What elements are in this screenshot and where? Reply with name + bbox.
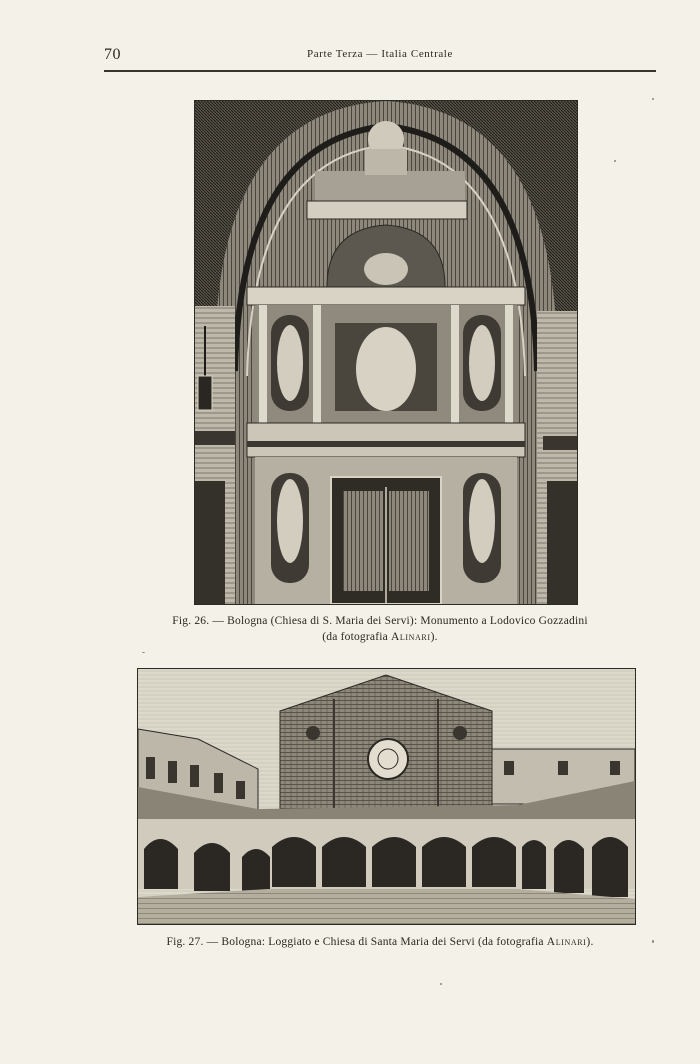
figure-27-engraving [137,668,636,925]
paper-speck [440,983,442,985]
paper-speck [614,160,616,162]
paper-speck [652,940,654,943]
figure-27-source-close: ). [586,936,594,948]
figure-26-caption-main: Fig. 26. — Bologna (Chiesa di S. Maria dei Servi): Monumento a Lodovico Gozzadini [172,615,588,627]
figure-27-caption-main: Fig. 27. — Bologna: Loggiato e Chiesa di Santa Maria dei Servi (da fotografia [166,936,547,948]
page-number: 70 [104,46,121,63]
figure-26-source-close: ). [430,631,438,643]
running-title: Parte Terza — Italia Centrale [307,48,453,60]
paper-speck [652,98,654,100]
figure-26-source-open: (da fotografia [322,631,392,643]
header-rule [104,70,656,72]
figure-27-photo-credit: Alinari [546,936,587,948]
figure-26-engraving [194,100,578,605]
page-header [104,46,656,68]
figure-26-caption [120,613,640,645]
figure-26-photo-credit: Alinari [391,631,431,643]
figure-27-caption [120,934,640,950]
paper-speck [142,652,145,653]
figure-26-caption-source [120,629,640,645]
